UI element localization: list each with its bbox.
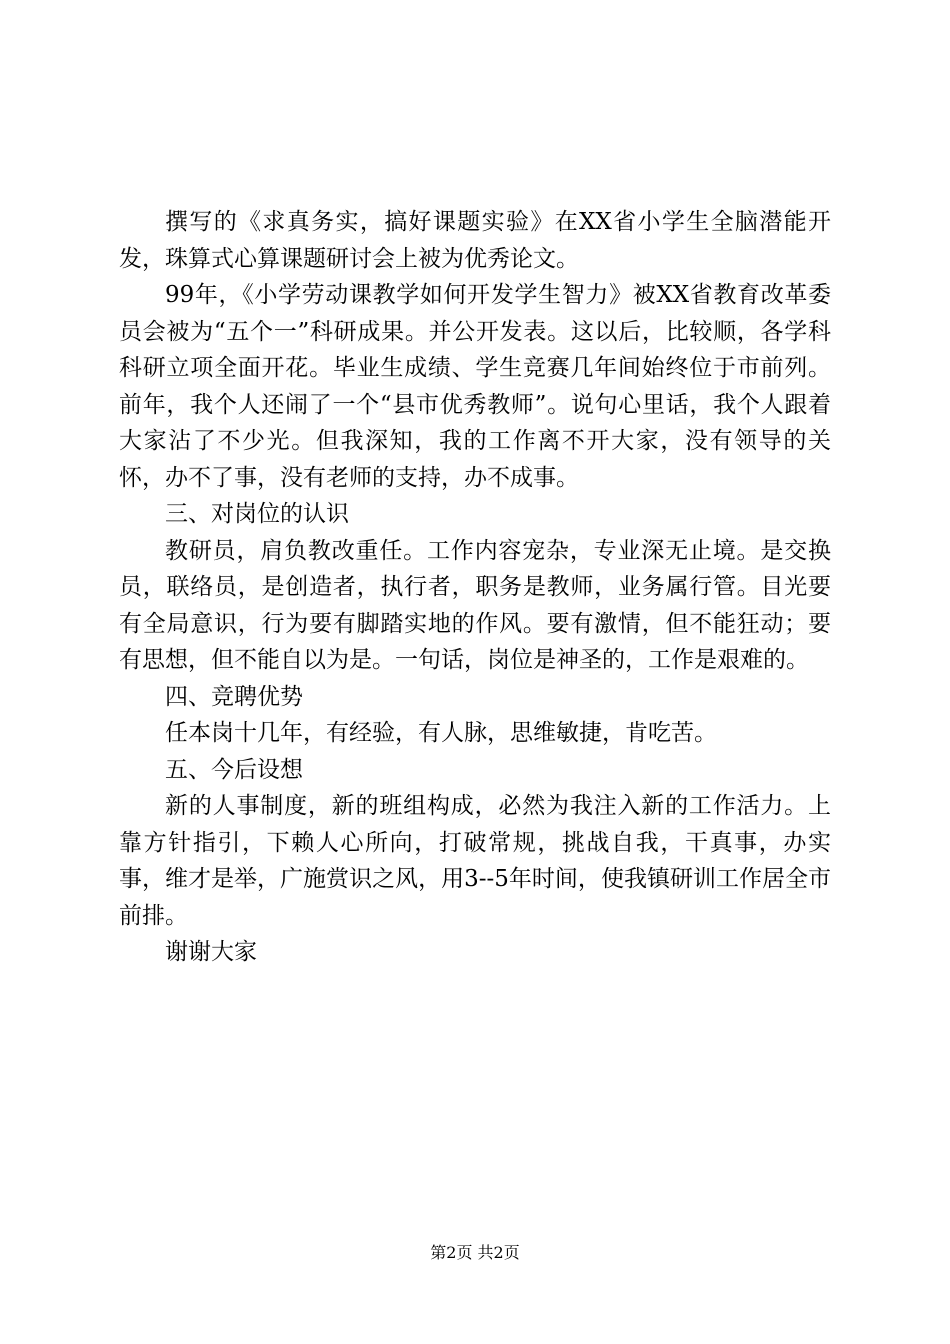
paragraph-thesis-award: 撰写的《求真务实，搞好课题实验》在XX省小学生全脑潜能开发，珠算式心算课题研讨会上被为优秀论文。 [119,209,831,272]
section-heading-advantages: 四、竞聘优势 [165,683,303,710]
paragraph-thanks: 谢谢大家 [165,939,257,965]
paragraph-advantages: 任本岗十几年，有经验，有人脉，思维敏捷，肯吃苦。 [165,720,717,746]
paragraph-future-plans: 新的人事制度，新的班组构成，必然为我注入新的工作活力。上靠方针指引，下赖人心所向，打破常规，挑战自我，干真事，办实事，维才是举，广施赏识之风，用3--5年时间，使我镇研训工作居全市前排。 [119,793,831,929]
document-body [119,204,831,971]
page-number-footer: 第2页 共2页 [430,1243,520,1262]
section-heading-future-plans: 五、今后设想 [165,756,303,783]
section-heading-position-understanding: 三、对岗位的认识 [165,501,349,527]
paragraph-research-results: 99年，《小学劳动课教学如何开发学生智力》被XX省教育改革委员会被为“五个一”科研成果。并公开发表。这以后，比较顺，各学科科研立项全面开花。毕业生成绩、学生竞赛几年间始终位于市前列。前年，我个人还闹了一个“县市优秀教师”。说句心里话，我个人跟着大家沾了不少光。但我深知，我的工作离不开大家，没有领导的关怀，办不了事，没有老师的支持，办不成事。 [119,282,831,491]
paragraph-position-understanding: 教研员，肩负教改重任。工作内容宠杂，专业深无止境。是交换员，联络员，是创造者，执行者，职务是教师，业务属行管。目光要有全局意识，行为要有脚踏实地的作风。要有激情，但不能狂动；要有思想，但不能自以为是。一句话，岗位是神圣的，工作是艰难的。 [119,537,831,673]
